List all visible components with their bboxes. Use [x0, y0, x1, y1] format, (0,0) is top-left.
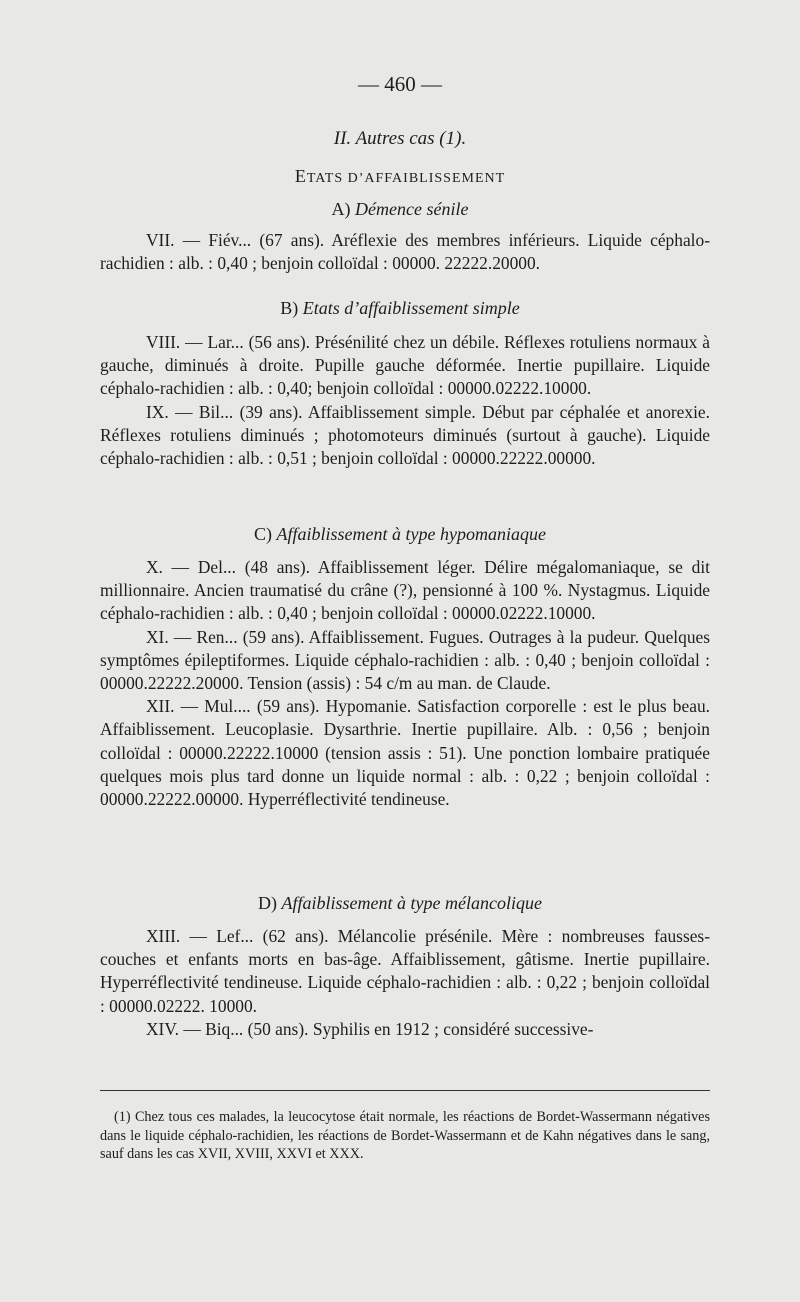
subsection-letter: D)	[258, 893, 278, 913]
case-paragraph-xiii: XIII. — Lef... (62 ans). Mélancolie présénile. Mère : nombreuses fausses-couches et enfants morts en bas-âge. Affaiblissement, gâtisme. Inertie pupillaire. Hyperréflectivité tendineuse. Liquide céphalo-rachidien : alb. : 0,22 ; benjoin colloïdal : 00000.02222. 10000.	[100, 926, 710, 1016]
section-title-rest: TATS D’AFFAIBLISSEMENT	[306, 171, 506, 186]
case-block-vii	[100, 229, 710, 275]
page-number: — 460 —	[358, 72, 442, 96]
case-paragraph-xi: XI. — Ren... (59 ans). Affaiblissement. Fugues. Outrages à la pudeur. Quelques symptômes épileptiformes. Liquide céphalo-rachidien : alb. : 0,40 ; benjoin colloïdal : 00000.22222.20000. Tension (assis) : 54 c/m au man. de Claude.	[100, 626, 710, 694]
case-paragraph-vii: VII. — Fiév... (67 ans). Aréflexie des membres inférieurs. Liquide céphalo-rachidien : alb. : 0,40 ; benjoin colloïdal : 00000. 22222.20000.	[100, 230, 710, 274]
part-title: II. Autres cas (1).	[333, 128, 467, 149]
section-title-initial: E	[294, 166, 307, 186]
case-block-viii-ix	[100, 331, 710, 470]
case-paragraph-xii: XII. — Mul.... (59 ans). Hypomanie. Satisfaction corporelle : est le plus beau. Affaiblissement. Leucoplasie. Dysarthrie. Inertie pupillaire. Alb. : 0,56 ; benjoin colloïdal : 00000.22222.10000 (tension assis : 51). Une ponction lombaire pratiquée quelques mois plus tard donne un liquide normal : alb. : 0,22 ; benjoin colloïdal : 00000.22222.00000. Hyperréflectivité tendineuse.	[100, 696, 710, 810]
section-title	[0, 166, 800, 187]
subsection-title: Démence sénile	[355, 199, 469, 219]
case-block-xiii-xiv	[100, 925, 710, 1041]
subsection-title: Affaiblissement à type mélancolique	[281, 893, 542, 913]
footnote-divider	[100, 1090, 710, 1091]
case-paragraph-xiv: XIV. — Biq... (50 ans). Syphilis en 1912 ; considéré successive-	[146, 1018, 594, 1039]
subsection-title: Etats d’affaiblissement simple	[302, 298, 520, 318]
case-paragraph-x: X. — Del... (48 ans). Affaiblissement léger. Délire mégalomaniaque, se dit millionnaire. Ancien traumatisé du crâne (?), pensionné à 100 %. Nystagmus. Liquide céphalo-rachidien : alb. : 0,40 ; benjoin colloïdal : 00000.02222.10000.	[100, 557, 710, 624]
subsection-heading-b	[0, 298, 800, 319]
subsection-heading-d	[0, 893, 800, 914]
case-paragraph-viii: VIII. — Lar... (56 ans). Présénilité chez un débile. Réflexes rotuliens normaux à gauche, diminués à droite. Pupille gauche déformée. Inertie pupillaire. Liquide céphalo-rachidien : alb. : 0,40; benjoin colloïdal : 00000.02222.10000.	[100, 332, 710, 399]
subsection-letter: B)	[280, 298, 299, 318]
subsection-title: Affaiblissement à type hypomaniaque	[276, 524, 546, 544]
case-paragraph-ix: IX. — Bil... (39 ans). Affaiblissement simple. Début par céphalée et anorexie. Réflexes rotuliens diminués ; photomoteurs diminués (surtout à gauche). Liquide céphalo-rachidien : alb. : 0,51 ; benjoin colloïdal : 00000.22222.00000.	[100, 401, 710, 469]
case-block-x-xii	[100, 556, 710, 811]
footnote-text: (1) Chez tous ces malades, la leucocytose était normale, les réactions de Bordet-Wassermann négatives dans le liquide céphalo-rachidien, les réactions de Bordet-Wassermann et de Kahn négatives dans le sang, sauf dans les cas XVII, XVIII, XXVI et XXX.	[100, 1109, 710, 1162]
footnote	[100, 1108, 710, 1164]
subsection-letter: A)	[331, 199, 351, 219]
subsection-letter: C)	[254, 524, 273, 544]
subsection-heading-c	[0, 524, 800, 545]
subsection-heading-a	[0, 199, 800, 220]
